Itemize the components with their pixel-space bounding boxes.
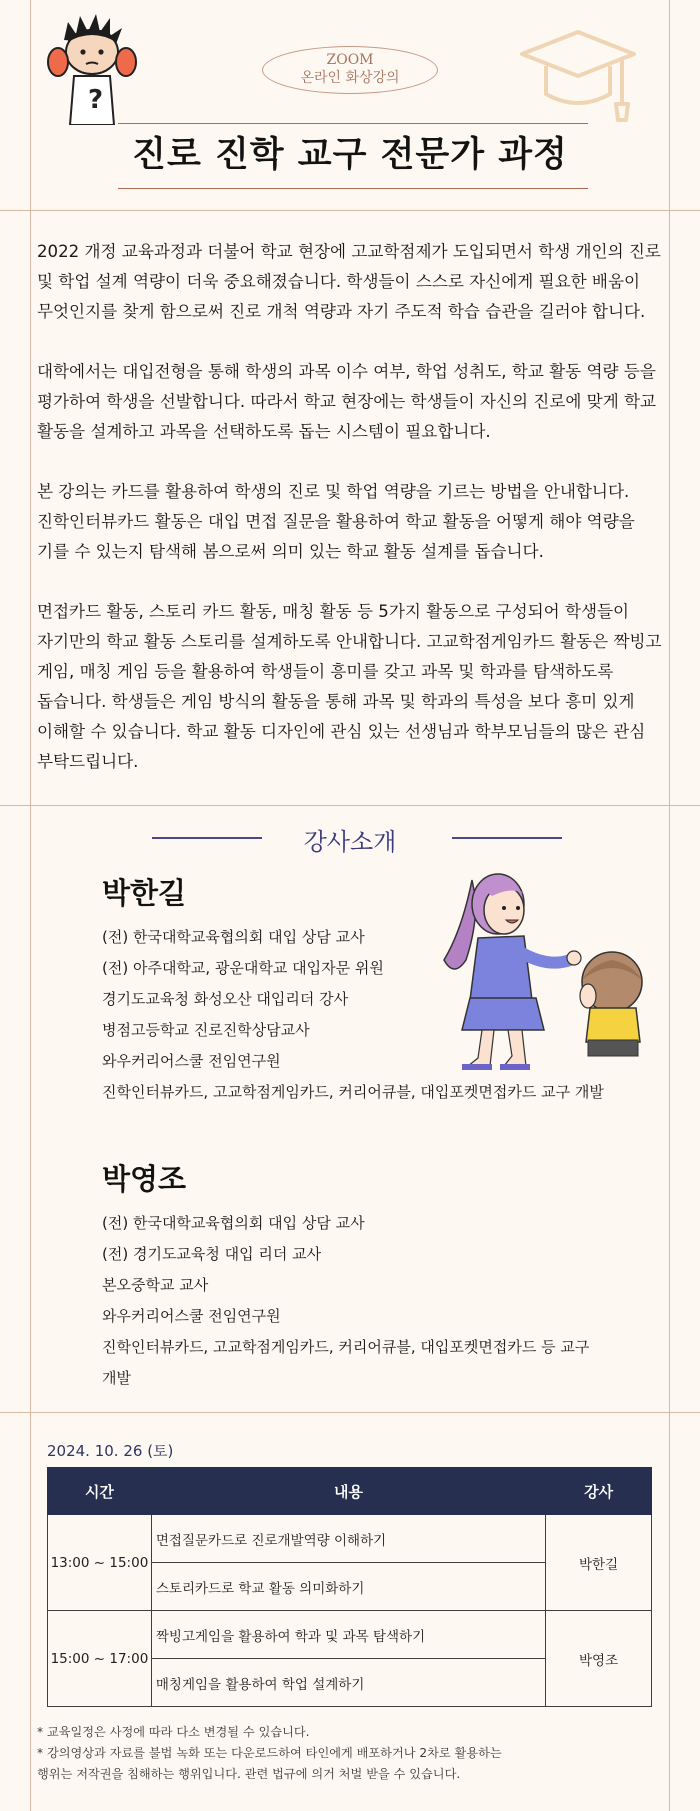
frame-line-left (30, 0, 31, 1811)
instructors-heading-text: 강사소개 (303, 828, 397, 856)
note-line: * 교육일정은 사정에 따라 다소 변경될 수 있습니다. (37, 1725, 310, 1739)
intro-paragraph: 면접카드 활동, 스토리 카드 활동, 매칭 활동 등 5가지 활동으로 구성되어 학생들이 자기만의 학교 활동 스토리를 설계하도록 안내합니다. 고교학점게임카드 활동은 짝빙고 게임, 매칭 게임 등을 활용하여 학생들이 흥미를 갖고 과목 및 학과를 탐색하도록 돕습니다. 학생들은 게임 방식의 활동을 통해 과목 및 학과의 특성을 보다 흥미 있게 이해할 수 있습니다. 학교 활동 디자인에 관심 있는 선생님과 학부모님들의 많은 관심 부탁드립니다. (37, 602, 662, 771)
table-header-row (48, 1468, 652, 1515)
notes (37, 1722, 667, 1785)
career-list (102, 922, 622, 1108)
intro-section (37, 237, 665, 807)
instructor-park-youngjo (102, 1158, 622, 1394)
instructor-name: 박한길 (102, 876, 187, 910)
table-row (48, 1515, 652, 1563)
header (0, 0, 700, 210)
page-title: 진로 진학 교구 전문가 과정 (132, 135, 568, 175)
header-time: 시간 (48, 1468, 152, 1515)
frame-line-1 (0, 210, 700, 211)
career-item: (전) 아주대학교, 광운대학교 대입자문 위원 (102, 959, 384, 977)
table-row (48, 1611, 652, 1659)
schedule-date: 2024. 10. 26 (토) (47, 1442, 174, 1460)
title-rule-bottom (118, 188, 588, 189)
instructor-name: 박영조 (102, 1162, 187, 1196)
career-item: (전) 한국대학교육협의회 대입 상담 교사 (102, 928, 365, 946)
session-time: 15:00 ~ 17:00 (48, 1611, 152, 1707)
frame-line-3 (0, 1412, 700, 1413)
session-instructor: 박영조 (546, 1611, 652, 1707)
svg-text:?: ? (88, 85, 104, 115)
session-time: 13:00 ~ 15:00 (48, 1515, 152, 1611)
career-item: (전) 경기도교육청 대입 리더 교사 (102, 1245, 322, 1263)
instructor-park-hangil (102, 872, 622, 1108)
thinking-boy-illustration (46, 10, 138, 125)
instructors-heading (0, 818, 700, 856)
career-item: 진학인터뷰카드, 고교학점게임카드, 커리어큐블, 대입포켓면접카드 등 교구 개발 (102, 1338, 590, 1387)
session-item: 면접질문카드로 진로개발역량 이해하기 (151, 1515, 545, 1563)
graduation-cap-icon (512, 14, 642, 129)
badge-line2: 온라인 화상강의 (300, 70, 400, 86)
career-item: 와우커리어스쿨 전임연구원 (102, 1307, 281, 1325)
header-instructor: 강사 (546, 1468, 652, 1515)
career-list (102, 1208, 622, 1394)
badge-line1: ZOOM (326, 52, 374, 68)
career-item: 와우커리어스쿨 전임연구원 (102, 1052, 281, 1070)
session-item: 짝빙고게임을 활용하여 학과 및 과목 탐색하기 (151, 1611, 545, 1659)
career-item: 본오중학교 교사 (102, 1276, 209, 1294)
intro-paragraph: 2022 개정 교육과정과 더불어 학교 현장에 고교학점제가 도입되면서 학생 개인의 진로 및 학업 설계 역량이 더욱 중요해졌습니다. 학생들이 스스로 자신에게 필요한 배움이 무엇인지를 찾게 함으로써 진로 개척 역량과 자기 주도적 학습 습관을 길러야 합니다. (37, 242, 661, 321)
session-instructor: 박한길 (546, 1515, 652, 1611)
schedule-table (47, 1467, 652, 1707)
note-line: * 강의영상과 자료를 불법 녹화 또는 다운로드하여 타인에게 배포하거나 2차로 활용하는 (37, 1746, 502, 1760)
career-item: 병점고등학교 진로진학상담교사 (102, 1021, 310, 1039)
session-item: 스토리카드로 학교 활동 의미화하기 (151, 1563, 545, 1611)
heading-line-right (452, 837, 562, 839)
header-content: 내용 (151, 1468, 545, 1515)
intro-paragraph: 본 강의는 카드를 활용하여 학생의 진로 및 학업 역량을 기르는 방법을 안내합니다. 진학인터뷰카드 활동은 대입 면접 질문을 활용하여 학교 활동을 어떻게 해야 역량을 기를 수 있는지 탐색해 봄으로써 의미 있는 학교 활동 설계를 돕습니다. (37, 482, 635, 561)
intro-paragraph: 대학에서는 대입전형을 통해 학생의 과목 이수 여부, 학업 성취도, 학교 활동 역량 등을 평가하여 학생을 선발합니다. 따라서 학교 현장에는 학생들이 자신의 진로에 맞게 학교 활동을 설계하고 과목을 선택하도록 돕는 시스템이 필요합니다. (37, 362, 657, 441)
career-item: 경기도교육청 화성오산 대입리더 강사 (102, 990, 349, 1008)
career-item: 진학인터뷰카드, 고교학점게임카드, 커리어큐블, 대입포켓면접카드 교구 개발 (102, 1083, 604, 1101)
frame-line-right (669, 0, 670, 1811)
title-rule-top (118, 123, 588, 124)
career-item: (전) 한국대학교육협의회 대입 상담 교사 (102, 1214, 365, 1232)
session-item: 매칭게임을 활용하여 학업 설계하기 (151, 1659, 545, 1707)
note-line: 행위는 저작권을 침해하는 행위입니다. 관련 법규에 의거 처벌 받을 수 있습니다. (37, 1767, 461, 1781)
zoom-badge (262, 46, 438, 94)
